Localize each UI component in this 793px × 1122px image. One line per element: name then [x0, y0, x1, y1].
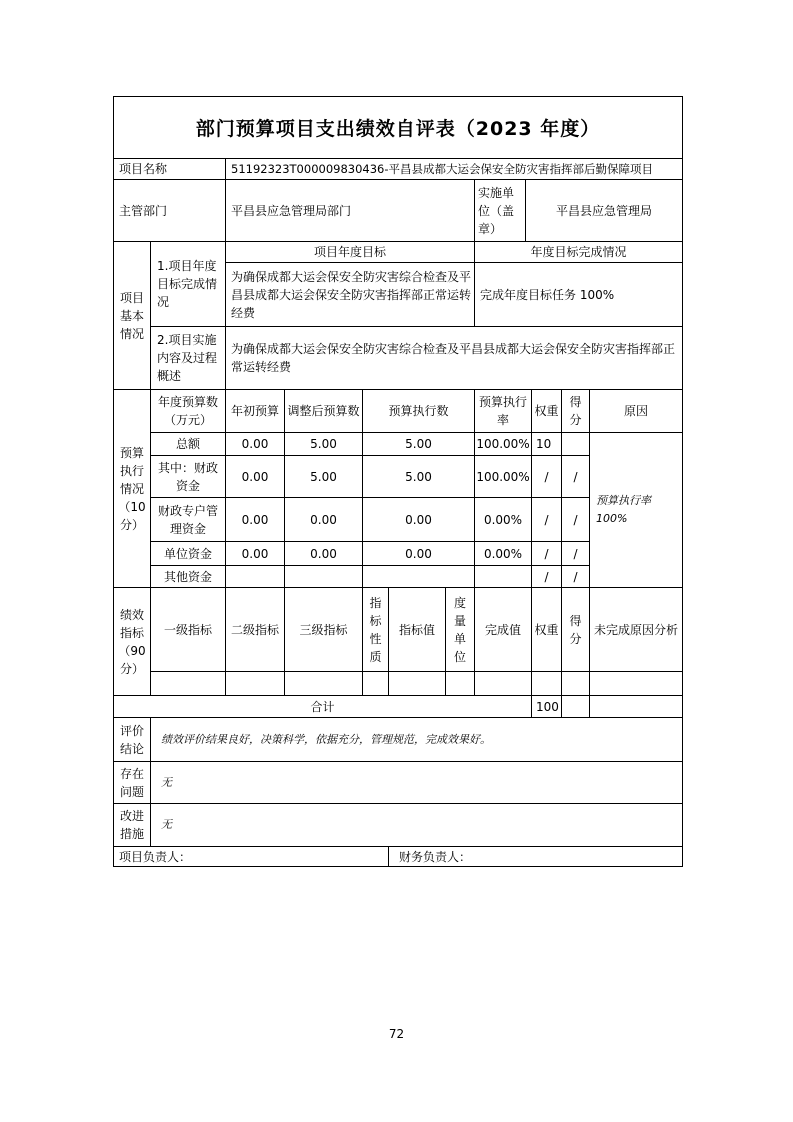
dept-label: 主管部门 [114, 180, 226, 242]
perf-empty-cell [285, 672, 363, 696]
budget-header-rate: 预算执行率 [475, 390, 532, 433]
annual-goal-header: 项目年度目标 [226, 242, 475, 263]
budget-section-label: 预算执行情况（10分） [114, 390, 151, 588]
budget-row-score [562, 433, 590, 456]
budget-header-initial: 年初预算 [226, 390, 285, 433]
budget-header-year: 年度预算数（万元） [151, 390, 226, 433]
perf-empty-cell [475, 672, 532, 696]
budget-row-executed: 5.00 [363, 456, 475, 498]
finance-lead-label: 财务负责人： [399, 849, 472, 864]
budget-row-label: 其中：财政资金 [151, 456, 226, 498]
budget-row-executed: 0.00 [363, 542, 475, 566]
budget-row-adjusted: 0.00 [285, 542, 363, 566]
total-label: 合计 [114, 696, 532, 718]
content-label: 2.项目实施内容及过程概述 [151, 327, 226, 390]
perf-header-level3: 三级指标 [285, 588, 363, 672]
budget-row-weight: / [532, 542, 562, 566]
perf-empty-cell [226, 672, 285, 696]
budget-row-score: / [562, 498, 590, 542]
impl-unit-value: 平昌县应急管理局 [526, 180, 682, 242]
perf-header-done: 完成值 [475, 588, 532, 672]
budget-header-score: 得分 [562, 390, 590, 433]
budget-reason: 预算执行率 100% [590, 433, 682, 588]
completion-text: 完成年度目标任务 100% [475, 263, 682, 327]
perf-header-value: 指标值 [389, 588, 446, 672]
budget-row-weight: / [532, 456, 562, 498]
budget-row-executed: 5.00 [363, 433, 475, 456]
budget-row-score: / [562, 566, 590, 588]
budget-header-adjusted: 调整后预算数 [285, 390, 363, 433]
budget-row-label: 财政专户管理资金 [151, 498, 226, 542]
budget-row-initial: 0.00 [226, 433, 285, 456]
budget-row-initial: 0.00 [226, 542, 285, 566]
perf-empty-cell [532, 672, 562, 696]
budget-row-adjusted: 0.00 [285, 498, 363, 542]
budget-row-executed [363, 566, 475, 588]
perf-header-level2: 二级指标 [226, 588, 285, 672]
budget-row-rate: 100.00% [475, 456, 532, 498]
budget-row-weight: 10 [532, 433, 562, 456]
budget-row-weight: / [532, 498, 562, 542]
budget-row-initial [226, 566, 285, 588]
budget-row-label: 其他资金 [151, 566, 226, 588]
budget-row-initial: 0.00 [226, 498, 285, 542]
perf-header-unit: 度量单位 [446, 588, 475, 672]
budget-row-rate: 0.00% [475, 498, 532, 542]
completion-header: 年度目标完成情况 [475, 242, 682, 263]
evaluation-form [113, 96, 683, 867]
perf-empty-cell [363, 672, 389, 696]
budget-row-rate: 0.00% [475, 542, 532, 566]
annual-goal-text: 为确保成都大运会保安全防灾害综合检查及平昌县成都大运会保安全防灾害指挥部正常运转经费 [226, 263, 475, 327]
form-title: 部门预算项目支出绩效自评表（2023 年度） [114, 97, 682, 159]
page-number: 72 [388, 1027, 405, 1041]
budget-row-score: / [562, 456, 590, 498]
perf-header-nature: 指标性质 [363, 588, 389, 672]
total-weight: 100 [532, 696, 562, 718]
budget-row-adjusted: 5.00 [285, 433, 363, 456]
basic-info-label: 项目基本情况 [114, 242, 151, 390]
perf-empty-cell [151, 672, 226, 696]
impl-unit-label: 实施单位（盖章） [475, 180, 526, 242]
improve-text: 无 [151, 804, 682, 847]
perf-empty-cell [562, 672, 590, 696]
budget-row-initial: 0.00 [226, 456, 285, 498]
perf-header-weight: 权重 [532, 588, 562, 672]
content-text: 为确保成都大运会保安全防灾害综合检查及平昌县成都大运会保安全防灾害指挥部正常运转经费 [226, 327, 682, 390]
issue-label: 存在问题 [114, 762, 151, 804]
total-reason [590, 696, 682, 718]
perf-header-reason: 未完成原因分析 [590, 588, 682, 672]
budget-header-weight: 权重 [532, 390, 562, 433]
budget-header-reason: 原因 [590, 390, 682, 433]
budget-row-label: 总额 [151, 433, 226, 456]
budget-row-adjusted [285, 566, 363, 588]
project-name-value: 51192323T000009830436-平昌县成都大运会保安全防灾害指挥部后勤保障项目 [226, 158, 682, 180]
eval-label: 评价结论 [114, 718, 151, 762]
project-name-label: 项目名称 [114, 158, 226, 180]
total-score [562, 696, 590, 718]
budget-row-rate: 100.00% [475, 433, 532, 456]
perf-header-score: 得分 [562, 588, 590, 672]
perf-empty-cell [446, 672, 475, 696]
dept-value: 平昌县应急管理局部门 [226, 180, 475, 242]
eval-text: 绩效评价结果良好，决策科学，依据充分，管理规范，完成效果好。 [151, 718, 682, 762]
budget-row-weight: / [532, 566, 562, 588]
improve-label: 改进措施 [114, 804, 151, 847]
budget-row-executed: 0.00 [363, 498, 475, 542]
budget-row-rate [475, 566, 532, 588]
budget-row-adjusted: 5.00 [285, 456, 363, 498]
project-lead-label: 项目负责人： [114, 847, 389, 866]
perf-empty-cell [590, 672, 682, 696]
perf-section-label: 绩效指标（90分） [114, 588, 151, 696]
budget-header-executed: 预算执行数 [363, 390, 475, 433]
goal-label: 1.项目年度目标完成情况 [151, 242, 226, 327]
perf-header-level1: 一级指标 [151, 588, 226, 672]
perf-empty-cell [389, 672, 446, 696]
budget-row-score: / [562, 542, 590, 566]
issue-text: 无 [151, 762, 682, 804]
budget-row-label: 单位资金 [151, 542, 226, 566]
